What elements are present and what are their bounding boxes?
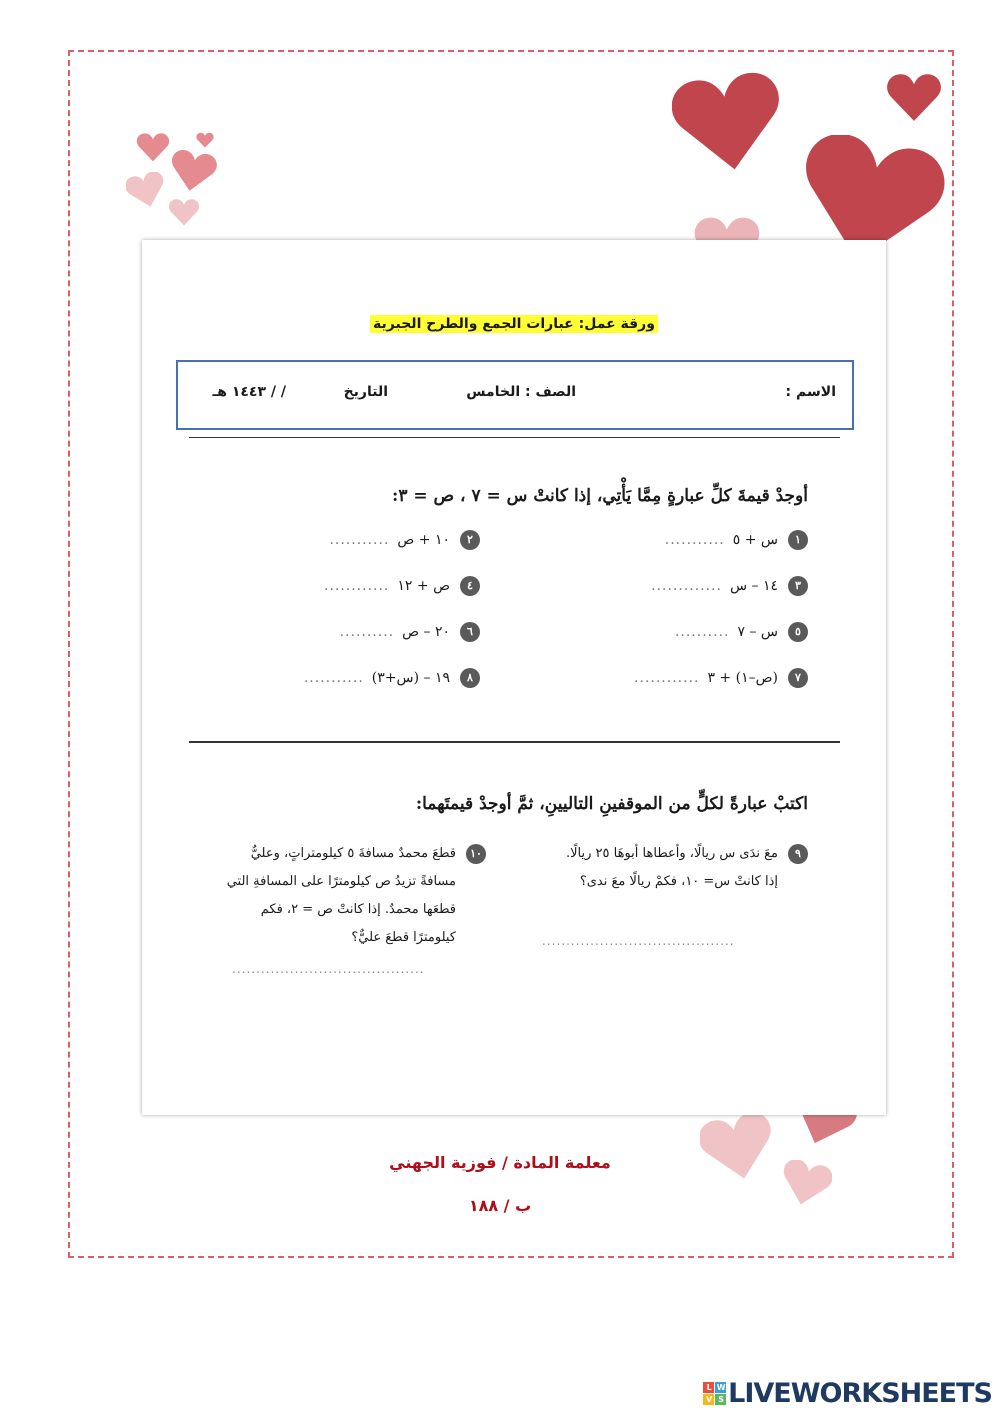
heart-decoration-tiny-3 [168, 150, 218, 192]
exercise-item-8 [304, 668, 480, 688]
divider-middle [189, 741, 840, 743]
exercise-item-3 [651, 576, 808, 596]
exercise-item-7 [634, 668, 808, 688]
date-value[interactable]: / / ١٤٤٣ هـ [212, 384, 286, 400]
exercise-item-2 [329, 530, 480, 550]
problem-line: معَ ندَى س ريالًا، وأعطاها أبوهَا ٢٥ ريالًا. [566, 846, 778, 861]
liveworksheets-brand [703, 1378, 992, 1409]
answer-blank[interactable]: ............ [323, 578, 390, 594]
answer-blank[interactable]: ............ [634, 670, 700, 686]
heart-decoration-small [886, 72, 942, 122]
item-number-badge: ٥ [788, 622, 808, 642]
answer-blank-9[interactable]: ........................................ [542, 934, 735, 948]
heart-decoration-tiny-5 [168, 198, 200, 226]
problem-line: قطعَها محمدٌ. إذا كانتْ ص = ٢، فكم [260, 902, 456, 917]
item-number-badge: ١ [788, 530, 808, 550]
date-label: التاريخ [343, 384, 388, 400]
item-number-badge: ٤ [460, 576, 480, 596]
item-number-badge: ٦ [460, 622, 480, 642]
item-expression: ص + ١٢ [397, 578, 450, 594]
divider-top [189, 437, 840, 438]
answer-blank[interactable]: ........... [664, 532, 725, 548]
item-number-badge: ١٠ [466, 844, 486, 864]
answer-blank[interactable]: ............. [651, 578, 722, 594]
problem-line: كيلومترًا قطعَ عليٌّ؟ [351, 930, 456, 945]
heart-decoration-large [672, 72, 784, 172]
item-expression: ١٠ + ص [397, 532, 450, 548]
word-problem-10 [196, 840, 482, 952]
exercise-item-1 [665, 530, 808, 550]
problem-line: قطعَ محمدٌ مسافةَ ٥ كيلومتراتٍ، وعليٌّ [250, 846, 456, 861]
word-problem-9 [498, 840, 801, 896]
item-expression: ٢٠ – ص [402, 624, 450, 640]
page-reference: ب / ١٨٨ [468, 1196, 532, 1215]
exercise-item-6 [340, 622, 480, 642]
section1-heading: أوجدْ قيمةَ كلِّ عبارةٍ مِمَّا يَأْتِي، إذا كانتْ س = ٧ ، ص = ٣: [392, 486, 808, 506]
item-expression: ١٤ – س [729, 578, 778, 594]
answer-blank[interactable]: ........... [303, 670, 364, 686]
name-label[interactable]: الاسم : [785, 384, 836, 400]
answer-blank[interactable]: ........... [329, 532, 390, 548]
heart-decoration-tiny-2 [196, 132, 214, 148]
brand-name: LIVEWORKSHEETS [728, 1378, 992, 1409]
liveworksheets-logo-icon: L W V S [703, 1382, 726, 1405]
item-expression: س – ٧ [737, 624, 778, 640]
worksheet-page [142, 240, 886, 1115]
item-number-badge: ٢ [460, 530, 480, 550]
answer-blank-10[interactable]: ........................................ [232, 962, 425, 976]
heart-decoration-tiny-4 [126, 172, 166, 208]
exercise-item-4 [324, 576, 480, 596]
problem-line: مسافةً تزيدُ ص كيلومترًا على المسافةِ التي [226, 874, 456, 889]
teacher-name: معلمة المادة / فوزية الجهني [389, 1153, 611, 1172]
item-number-badge: ٨ [460, 668, 480, 688]
grade-label: الصف : الخامس [466, 384, 576, 400]
item-number-badge: ٣ [788, 576, 808, 596]
item-expression: (ص–١) + ٣ [707, 670, 778, 686]
student-info-box [176, 360, 854, 430]
answer-blank[interactable]: .......... [674, 624, 730, 640]
exercise-item-5 [675, 622, 808, 642]
problem-line: إذا كانتْ س= ١٠، فكمْ ريالًا معَ ندى؟ [579, 874, 778, 889]
item-number-badge: ٧ [788, 668, 808, 688]
item-expression: س + ٥ [732, 532, 778, 548]
heart-decoration-tiny-1 [136, 132, 170, 162]
worksheet-title: ورقة عمل: عبارات الجمع والطرح الجبرية [142, 316, 886, 332]
answer-blank[interactable]: .......... [339, 624, 395, 640]
item-number-badge: ٩ [788, 844, 808, 864]
section2-heading: اكتبْ عبارةً لكلٍّ من الموقفينِ التاليينِ، ثمَّ أوجدْ قيمتَهما: [415, 794, 808, 814]
item-expression: ١٩ – (س+٣) [371, 670, 450, 686]
